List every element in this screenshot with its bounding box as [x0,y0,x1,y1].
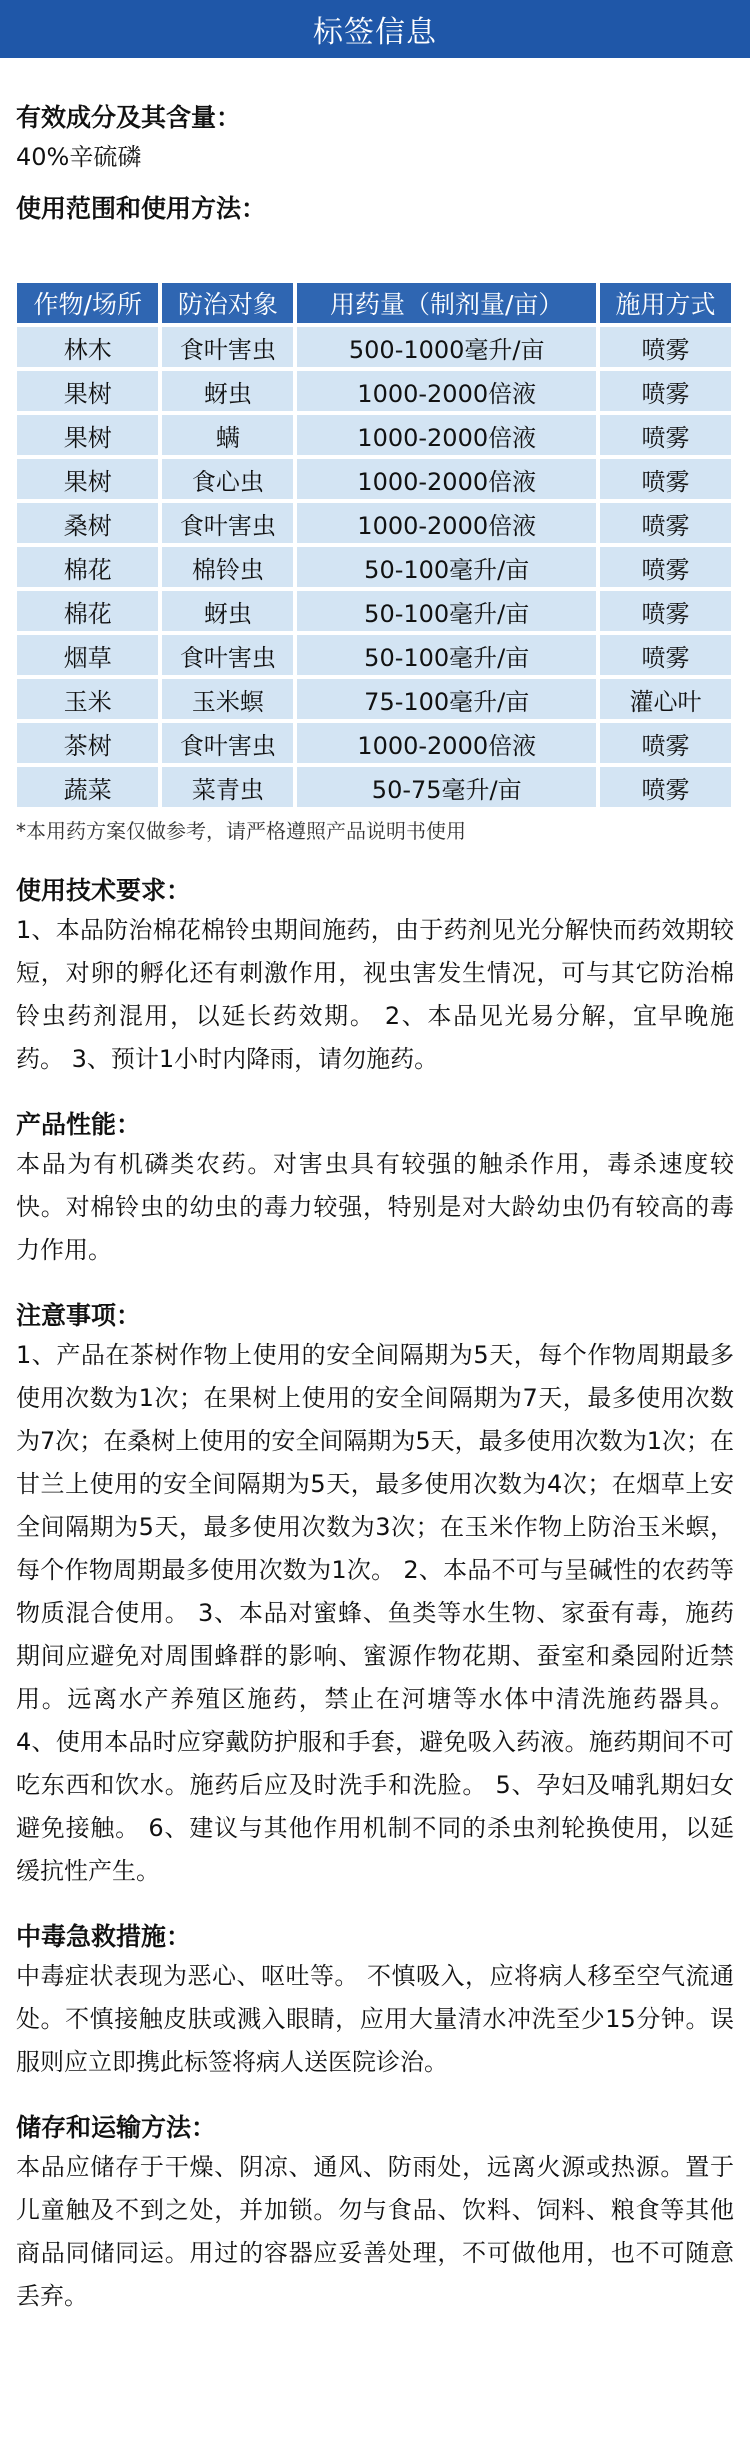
cell-dosage: 1000-2000倍液 [297,459,596,499]
col-header-crop: 作物/场所 [17,283,158,323]
cell-method: 灌心叶 [600,679,731,719]
cell-method: 喷雾 [600,635,731,675]
usage-table [13,279,735,811]
cell-target: 食叶害虫 [162,503,293,543]
cell-crop: 果树 [17,371,158,411]
table-row [17,547,731,587]
cell-crop: 林木 [17,327,158,367]
cell-dosage: 50-100毫升/亩 [297,547,596,587]
cell-target: 食叶害虫 [162,327,293,367]
ingredients-value: 40%辛硫磷 [16,143,142,171]
cell-crop: 果树 [17,415,158,455]
caution-text: 1、产品在茶树作物上使用的安全间隔期为5天，每个作物周期最多使用次数为1次；在果树上使用的安全间隔期为7天，最多使用次数为7次；在桑树上使用的安全间隔期为5天，最多使用次数为1次；在甘兰上使用的安全间隔期为5天，最多使用次数为4次；在烟草上安全间隔期为5天，最多使用次数为3次；在玉米作物上防治玉米螟，每个作物周期最多使用次数为1次。 2、本品不可与呈碱性的农药等物质混合使用。 3、本品对蜜蜂、鱼类等水生物、家蚕有毒，施药期间应避免对周围蜂群的影响、蜜源作物花期、蚕室和桑园附近禁用。远离水产养殖区施药，禁止在河塘等水体中清洗施药器具。 4、使用本品时应穿戴防护服和手套，避免吸入药液。施药期间不可吃东西和饮水。施药后应及时洗手和洗脸。 5、孕妇及哺乳期妇女避免接触。 6、建议与其他作用机制不同的杀虫剂轮换使用，以延缓抗性产生。 [16,1341,734,1885]
tech-text: 1、本品防治棉花棉铃虫期间施药，由于药剂见光分解快而药效期较短，对卵的孵化还有刺激作用，视虫害发生情况，可与其它防治棉铃虫药剂混用，以延长药效期。 2、本品见光易分解，宜早晚施药。 3、预计1小时内降雨，请勿施药。 [16,916,734,1073]
table-row [17,327,731,367]
cell-method: 喷雾 [600,723,731,763]
cell-dosage: 1000-2000倍液 [297,723,596,763]
table-row [17,503,731,543]
cell-crop: 桑树 [17,503,158,543]
cell-method: 喷雾 [600,415,731,455]
cell-dosage: 500-1000毫升/亩 [297,327,596,367]
col-header-target: 防治对象 [162,283,293,323]
table-row [17,635,731,675]
performance-title: 产品性能： [16,1110,142,1139]
col-header-dosage: 用药量（制剂量/亩） [297,283,596,323]
header-bar [0,0,750,58]
table-row [17,723,731,763]
cell-dosage: 1000-2000倍液 [297,371,596,411]
storage-text: 本品应储存于干燥、阴凉、通风、防雨处，远离火源或热源。置于儿童触及不到之处，并加锁。勿与食品、饮料、饲料、粮食等其他商品同储同运。用过的容器应妥善处理，不可做他用，也不可随意丢弃。 [16,2153,734,2310]
cell-crop: 茶树 [17,723,158,763]
cell-target: 蚜虫 [162,371,293,411]
cell-crop: 蔬菜 [17,767,158,807]
usage-table-header-row [17,283,731,323]
label-content [0,58,750,2318]
cell-method: 喷雾 [600,591,731,631]
cell-method: 喷雾 [600,547,731,587]
cell-target: 棉铃虫 [162,547,293,587]
table-row [17,767,731,807]
table-row [17,459,731,499]
cell-crop: 果树 [17,459,158,499]
cell-dosage: 50-100毫升/亩 [297,635,596,675]
cell-target: 食叶害虫 [162,635,293,675]
cell-target: 菜青虫 [162,767,293,807]
usage-title: 使用范围和使用方法： [16,194,267,223]
cell-target: 螨 [162,415,293,455]
table-row [17,591,731,631]
cell-dosage: 1000-2000倍液 [297,415,596,455]
cell-crop: 烟草 [17,635,158,675]
storage-title: 储存和运输方法： [16,2113,217,2142]
page-title: 标签信息 [313,15,437,50]
col-header-method: 施用方式 [600,283,731,323]
cell-crop: 棉花 [17,591,158,631]
table-row [17,415,731,455]
cell-target: 蚜虫 [162,591,293,631]
cell-dosage: 1000-2000倍液 [297,503,596,543]
ingredients-title: 有效成分及其含量： [16,103,242,132]
cell-target: 食心虫 [162,459,293,499]
cell-target: 食叶害虫 [162,723,293,763]
firstaid-title: 中毒急救措施： [16,1922,192,1951]
cell-dosage: 50-75毫升/亩 [297,767,596,807]
cell-dosage: 75-100毫升/亩 [297,679,596,719]
cell-method: 喷雾 [600,767,731,807]
tech-title: 使用技术要求： [16,876,192,905]
cell-method: 喷雾 [600,371,731,411]
cell-dosage: 50-100毫升/亩 [297,591,596,631]
cell-target: 玉米螟 [162,679,293,719]
cell-method: 喷雾 [600,503,731,543]
usage-note: *本用药方案仅做参考，请严格遵照产品说明书使用 [16,819,466,843]
cell-method: 喷雾 [600,459,731,499]
firstaid-text: 中毒症状表现为恶心、呕吐等。 不慎吸入，应将病人移至空气流通处。不慎接触皮肤或溅入眼睛，应用大量清水冲洗至少15分钟。误服则应立即携此标签将病人送医院诊治。 [16,1962,734,2076]
cell-crop: 玉米 [17,679,158,719]
table-row [17,679,731,719]
caution-title: 注意事项： [16,1301,142,1330]
usage-table-wrap [16,279,734,847]
cell-crop: 棉花 [17,547,158,587]
performance-text: 本品为有机磷类农药。对害虫具有较强的触杀作用，毒杀速度较快。对棉铃虫的幼虫的毒力较强，特别是对大龄幼虫仍有较高的毒力作用。 [16,1150,734,1264]
cell-method: 喷雾 [600,327,731,367]
table-row [17,371,731,411]
